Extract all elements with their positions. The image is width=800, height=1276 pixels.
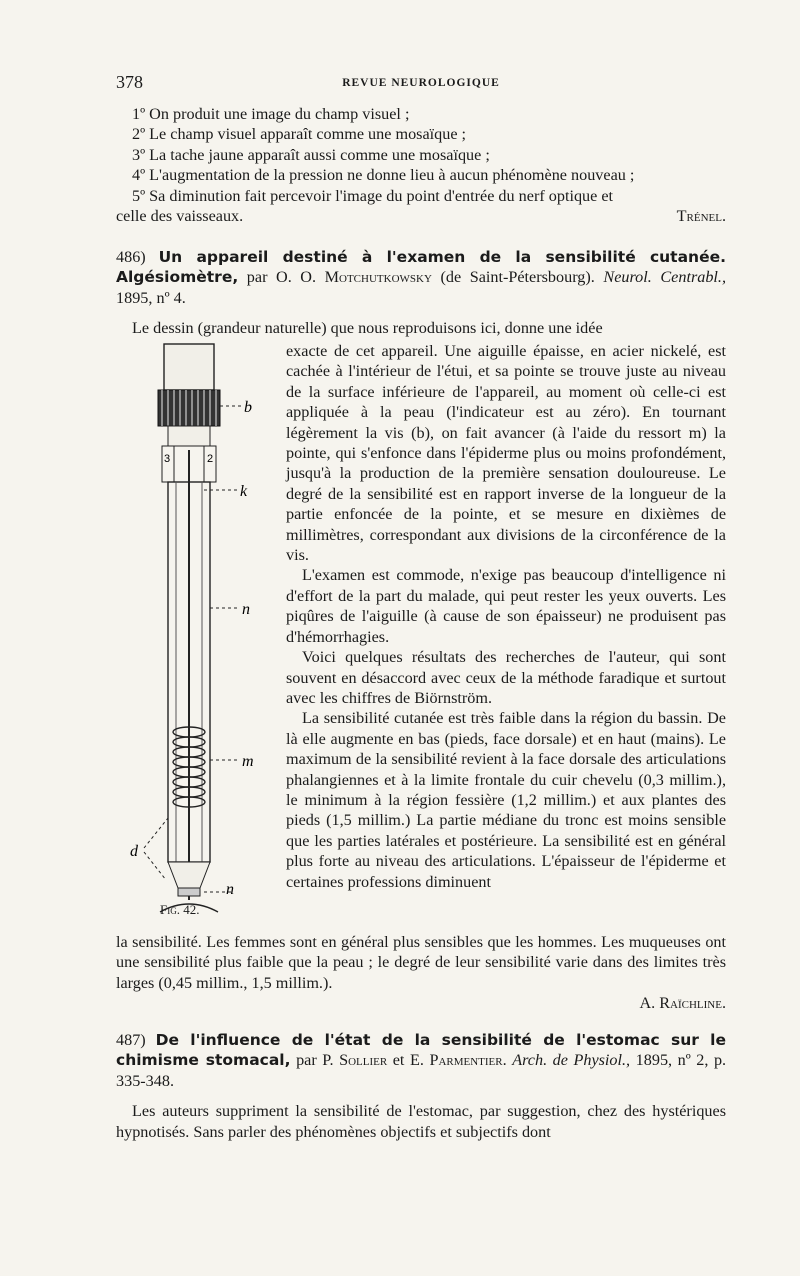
article-journal: Arch. de Physiol., <box>512 1051 631 1070</box>
article-title: De l'influence de l'état de la sensibilité de l'estomac sur le chimisme stomacal, <box>116 1031 727 1070</box>
article-by: par O. O. <box>246 268 317 287</box>
scale-3: 3 <box>164 453 171 465</box>
article-486-full-text <box>116 932 726 1014</box>
scale-2: 2 <box>207 453 214 465</box>
figure-42-algesiometer <box>116 340 282 930</box>
list-item: 2º Le champ visuel apparaît comme une mosaïque ; <box>132 125 467 144</box>
article-487 <box>116 1030 726 1142</box>
signature-trenel: Trénel. <box>676 207 726 226</box>
label-n-bottom: n <box>226 881 234 898</box>
list-item: 1º On produit une image du champ visuel ; <box>132 105 410 123</box>
article-486-heading <box>116 247 726 339</box>
page-header <box>116 72 726 96</box>
label-m: m <box>242 753 254 770</box>
article-by: par P. <box>296 1051 334 1070</box>
list-item: 3º La tache jaune apparaît aussi comme une mosaïque ; <box>132 145 490 164</box>
article-journal: Neurol. Centrabl., <box>603 268 727 287</box>
article-486-wrapped-text <box>286 341 726 892</box>
signature-raichline: A. Raïchline. <box>639 994 726 1013</box>
article-author-1: Sollier <box>339 1051 388 1070</box>
paragraph: L'examen est commode, n'exige pas beaucoup d'intelligence ni d'effort de la part du malade, qui peut rester les yeux ouverts. Les piqûres de l'aiguille (à cause de son épaisseur) ne produisent pas d'hémorrhagies. <box>286 566 726 646</box>
article-body: Les auteurs suppriment la sensibilité de l'estomac, par suggestion, chez des hystériques hypnotisés. Sans parler des phénomènes objectifs et subjectifs dont <box>116 1102 726 1141</box>
article-year: 1895, nº 4. <box>116 288 186 307</box>
paragraph: exacte de cet appareil. Une aiguille épaisse, en acier nickelé, est cachée à l'intérieur de l'étui, et sa pointe se trouve juste au niveau de la surface inférieure de l'appareil, au moment où celle-ci est appliquée à la peau (l'indicateur est au zéro). En tournant légèrement la vis (b), on fait avancer (à l'aide du ressort m) la pointe, qui s'enfonce dans l'épiderme plus ou moins profondément, jusqu'à la production de la première sensation douloureuse. Le degré de la sensibilité est en rapport inverse de la longueur de la partie enfoncée de la pointe, et se mesure en dixièmes de millimètres, correspondant aux divisions de la circonférence de la vis. <box>286 342 726 565</box>
paragraph: Voici quelques résultats des recherches de l'auteur, qui sont souvent en désaccord avec ceux de la méthode faradique et surtout avec les chiffres de Biörnström. <box>286 648 726 707</box>
article-title: Un appareil destiné à l'examen de la sensibilité cutanée. Algésiomètre, <box>116 248 727 287</box>
paragraph: La sensibilité cutanée est très faible dans la région du bassin. De là elle augmente en bas (pieds, face dorsale) et en haut (mains). Le maximum de la sensibilité revient à la face dorsale des articulations phalangiennes et à la limite frontale du cuir chevelu (0,3 millim.), le minimum à la région fessière (1,2 millim.) et aux plantes des pieds (1,5 millim.) La partie médiane du tronc est moins sensible que les parties latérales et postérieure. La sensibilité est en général plus forte au niveau des articulations. L'épaisseur de l'épiderme et certaines professions diminuent <box>286 709 726 891</box>
article-author: Motchutkowsky <box>324 268 432 287</box>
article-intro: Le dessin (grandeur naturelle) que nous reproduisons ici, donne une idée <box>132 319 603 338</box>
article-number: 486) <box>116 248 146 266</box>
article-pages: nº 2, p. 335-348. <box>116 1051 727 1090</box>
page-number: 378 <box>116 72 143 92</box>
article-et: et E. <box>392 1051 424 1070</box>
last-line: celle des vaisseaux. <box>116 207 244 226</box>
running-title: REVUE NEUROLOGIQUE <box>342 77 500 89</box>
article-year: 1895, <box>635 1051 673 1070</box>
label-b: b <box>244 399 252 416</box>
figure-caption: Fig. 42. <box>160 902 200 917</box>
label-n: n <box>242 601 250 618</box>
list-item: 4º L'augmentation de la pression ne donne lieu à aucun phénomène nouveau ; <box>132 166 635 185</box>
article-affiliation: (de Saint-Pétersbourg). <box>440 268 595 287</box>
label-k: k <box>240 483 248 500</box>
label-d: d <box>130 843 138 860</box>
article-number: 487) <box>116 1031 146 1049</box>
article-author-2: Parmentier. <box>429 1051 507 1070</box>
list-item: 5º Sa diminution fait percevoir l'image du point d'entrée du nerf optique et <box>132 186 614 205</box>
previous-article-tail <box>116 104 726 226</box>
paragraph: la sensibilité. Les femmes sont en général plus sensibles que les hommes. Les muqueuses ont une sensibilité plus faible que la peau ; le degré de leur sensibilité varie dans des limites très larges (0,45 millim., 1,5 millim.). <box>116 933 726 992</box>
